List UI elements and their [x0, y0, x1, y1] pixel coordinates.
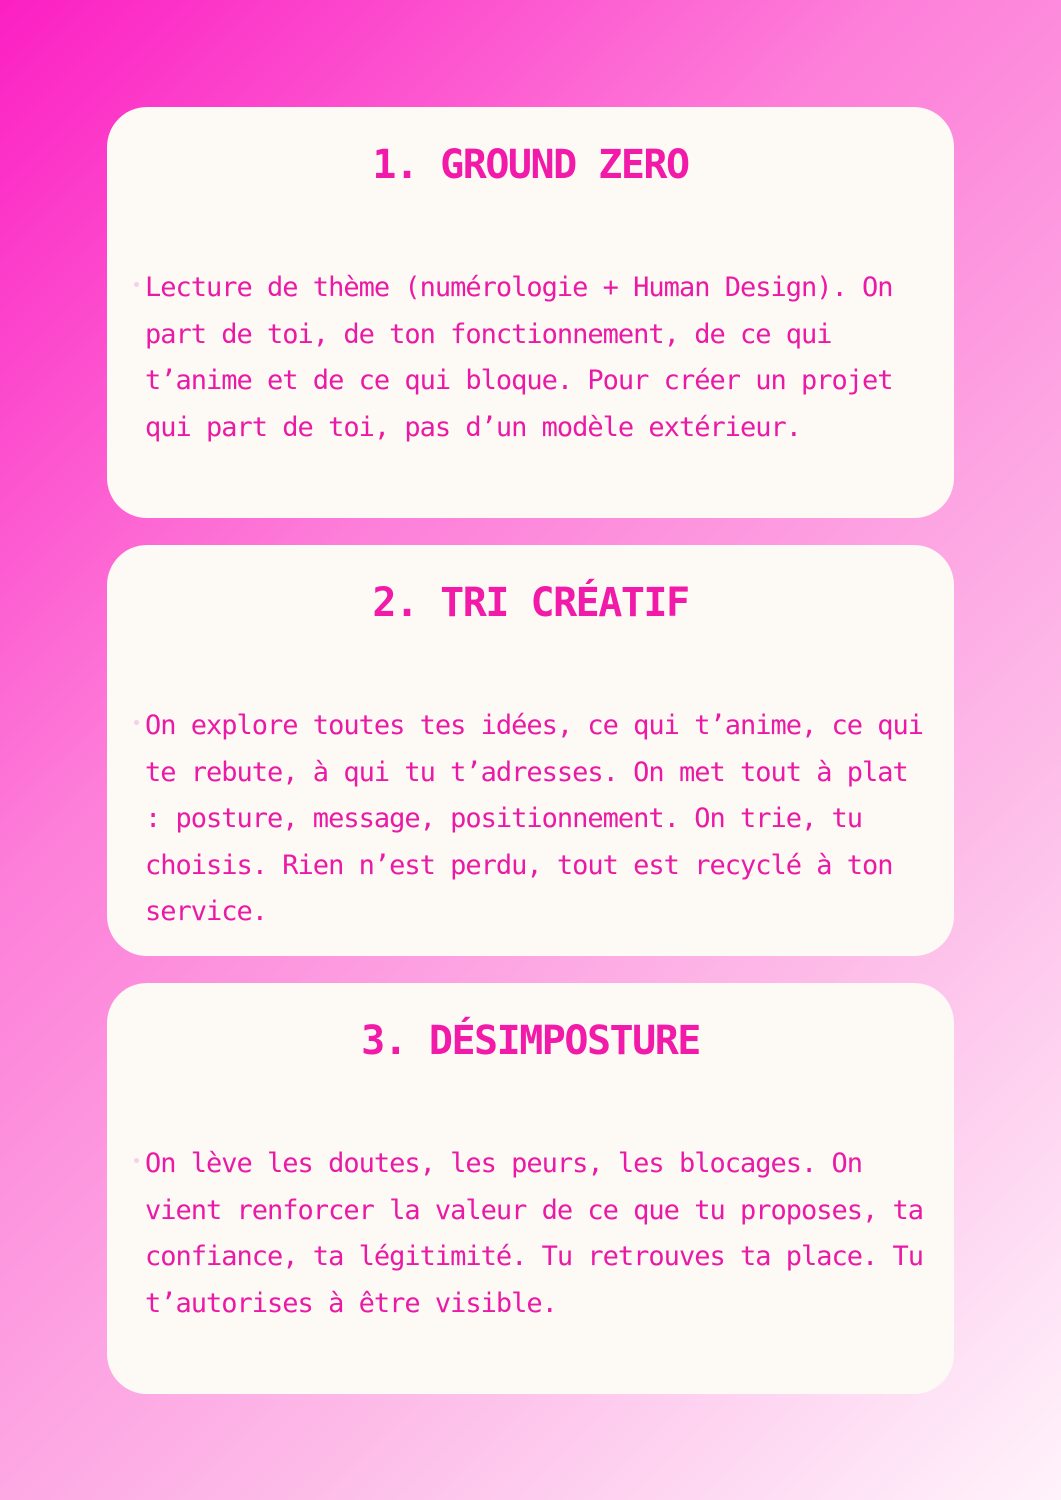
step-card-ground-zero [107, 107, 954, 518]
card-title: 3. DÉSIMPOSTURE [361, 1018, 700, 1064]
card-title: 2. TRI CRÉATIF [372, 580, 689, 626]
card-description: On lève les doutes, les peurs, les blocages. On vient renforcer la valeur de ce que tu proposes, ta confiance, ta légitimité. Tu retrouves ta place. Tu t’autorises à être visible. [145, 1148, 924, 1319]
step-card-desimposture [107, 983, 954, 1394]
step-card-tri-creatif [107, 545, 954, 956]
bullet-dot-icon [134, 282, 139, 287]
card-description: On explore toutes tes idées, ce qui t’anime, ce qui te rebute, à qui tu t’adresses. On met tout à plat : posture, message, positionnement. On trie, tu choisis. Rien n’est perdu, tout est recyclé à ton service. [145, 710, 924, 927]
card-description: Lecture de thème (numérologie + Human Design). On part de toi, de ton fonctionnement, de ce qui t’anime et de ce qui bloque. Pour créer un projet qui part de toi, pas d’un modèle extérieur. [145, 272, 893, 443]
bullet-dot-icon [134, 1158, 139, 1163]
card-title: 1. GROUND ZERO [372, 142, 689, 188]
bullet-dot-icon [134, 720, 139, 725]
